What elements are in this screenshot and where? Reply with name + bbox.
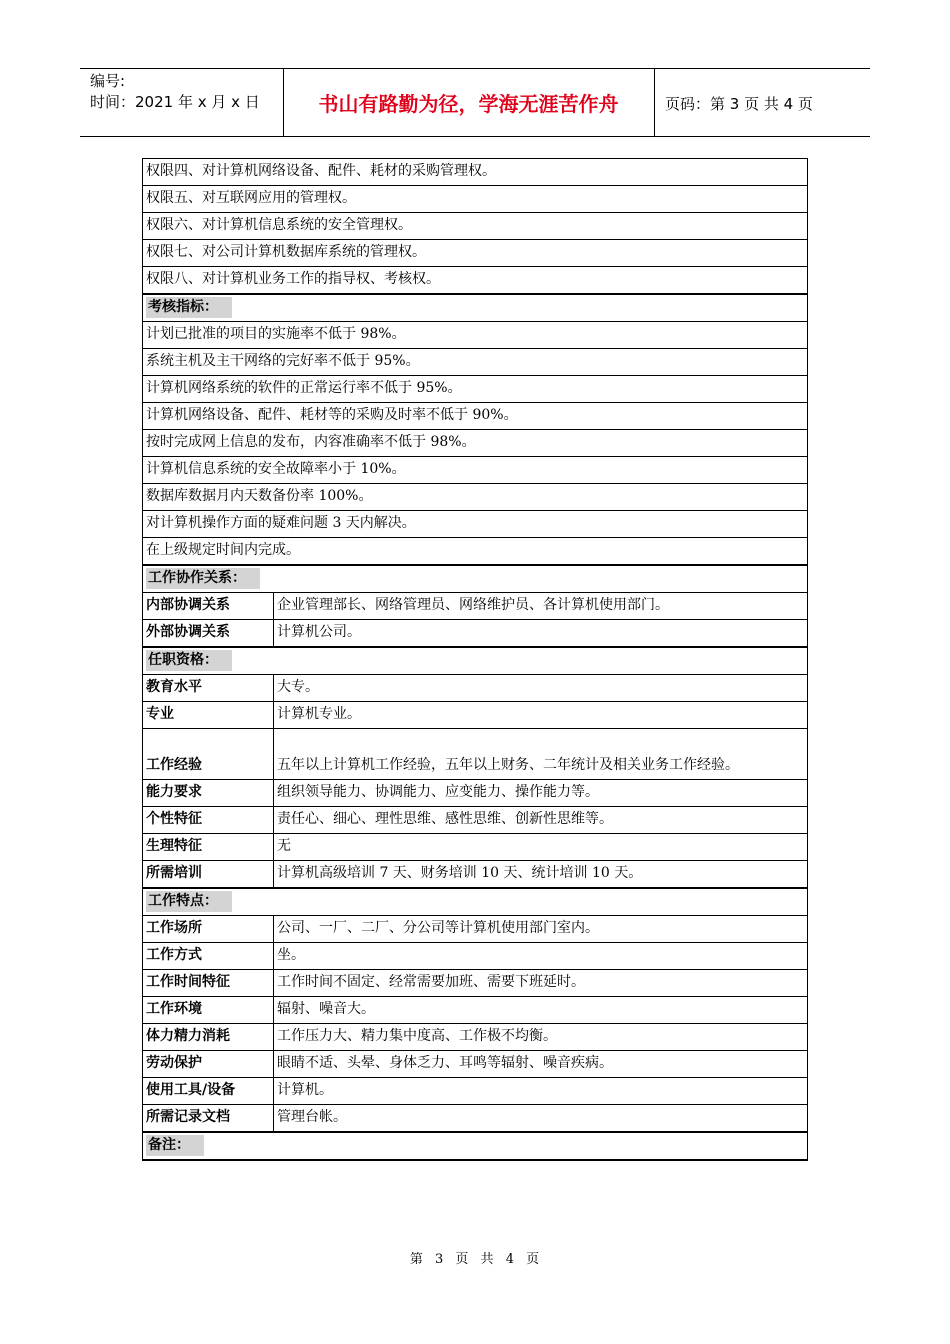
kpi-item: 在上级规定时间内完成。 xyxy=(143,538,808,566)
table-row xyxy=(143,186,808,213)
authority-item: 权限八、对计算机业务工作的指导权、考核权。 xyxy=(143,267,808,295)
table-row xyxy=(143,349,808,376)
table-row xyxy=(143,430,808,457)
row-value: 五年以上计算机工作经验，五年以上财务、二年统计及相关业务工作经验。 xyxy=(274,729,808,780)
table-row xyxy=(143,538,808,566)
row-label: 个性特征 xyxy=(143,807,274,834)
row-value: 工作压力大、精力集中度高、工作极不均衡。 xyxy=(274,1024,808,1051)
row-label: 体力精力消耗 xyxy=(143,1024,274,1051)
row-label: 工作经验 xyxy=(143,729,274,780)
section-header-row xyxy=(143,565,808,593)
header-divider-right xyxy=(654,69,655,136)
page-footer: 第 3 页 共 4 页 xyxy=(409,1252,541,1267)
table-row xyxy=(143,159,808,186)
table-row xyxy=(143,834,808,861)
table-row xyxy=(143,620,808,648)
characteristics-section-title: 工作特点： xyxy=(146,891,232,912)
row-value: 管理台帐。 xyxy=(274,1105,808,1133)
table-row xyxy=(143,511,808,538)
row-label: 工作场所 xyxy=(143,916,274,943)
table-row xyxy=(143,916,808,943)
kpi-item: 计算机网络设备、配件、耗材等的采购及时率不低于 90%。 xyxy=(143,403,808,430)
table-row xyxy=(143,729,808,780)
row-value: 无 xyxy=(274,834,808,861)
document-date-label: 时间：2021 年 x 月 x 日 xyxy=(90,93,260,111)
section-header-row xyxy=(143,1132,808,1160)
row-value: 计算机专业。 xyxy=(274,702,808,729)
row-label: 工作方式 xyxy=(143,943,274,970)
kpi-item: 计划已批准的项目的实施率不低于 98%。 xyxy=(143,322,808,349)
row-label: 生理特征 xyxy=(143,834,274,861)
row-value: 公司、一厂、二厂、分公司等计算机使用部门室内。 xyxy=(274,916,808,943)
row-value: 坐。 xyxy=(274,943,808,970)
row-label: 能力要求 xyxy=(143,780,274,807)
table-row xyxy=(143,593,808,620)
table-row xyxy=(143,213,808,240)
table-row xyxy=(143,970,808,997)
kpi-item: 系统主机及主干网络的完好率不低于 95%。 xyxy=(143,349,808,376)
authority-item: 权限五、对互联网应用的管理权。 xyxy=(143,186,808,213)
header-meta xyxy=(90,71,260,113)
table-row xyxy=(143,484,808,511)
row-value: 眼睛不适、头晕、身体乏力、耳鸣等辐射、噪音疾病。 xyxy=(274,1051,808,1078)
row-label: 劳动保护 xyxy=(143,1051,274,1078)
row-label: 所需培训 xyxy=(143,861,274,889)
table-row xyxy=(143,240,808,267)
table-row xyxy=(143,1105,808,1133)
row-value: 大专。 xyxy=(274,675,808,702)
qualification-section-title: 任职资格： xyxy=(146,650,232,671)
table-row xyxy=(143,457,808,484)
authority-item: 权限四、对计算机网络设备、配件、耗材的采购管理权。 xyxy=(143,159,808,186)
header-page-label: 页码：第 3 页 共 4 页 xyxy=(665,95,813,113)
kpi-item: 计算机网络系统的软件的正常运行率不低于 95%。 xyxy=(143,376,808,403)
table-row xyxy=(143,861,808,889)
kpi-section-title: 考核指标： xyxy=(146,297,232,318)
row-value: 工作时间不固定、经常需要加班、需要下班延时。 xyxy=(274,970,808,997)
kpi-item: 按时完成网上信息的发布，内容准确率不低于 98%。 xyxy=(143,430,808,457)
page-header xyxy=(80,68,870,137)
table-row xyxy=(143,1051,808,1078)
row-label: 教育水平 xyxy=(143,675,274,702)
row-value: 责任心、细心、理性思维、感性思维、创新性思维等。 xyxy=(274,807,808,834)
header-motto: 书山有路勤为径，学海无涯苦作舟 xyxy=(318,92,619,116)
table-row xyxy=(143,376,808,403)
kpi-item: 对计算机操作方面的疑难问题 3 天内解决。 xyxy=(143,511,808,538)
table-row xyxy=(143,1078,808,1105)
table-row xyxy=(143,780,808,807)
kpi-item: 计算机信息系统的安全故障率小于 10%。 xyxy=(143,457,808,484)
row-value: 辐射、噪音大。 xyxy=(274,997,808,1024)
row-label: 工作环境 xyxy=(143,997,274,1024)
row-label: 外部协调关系 xyxy=(143,620,274,648)
job-description-table xyxy=(142,158,808,1161)
row-value: 组织领导能力、协调能力、应变能力、操作能力等。 xyxy=(274,780,808,807)
document-number-label: 编号: xyxy=(90,72,126,90)
table-row xyxy=(143,267,808,295)
row-label: 所需记录文档 xyxy=(143,1105,274,1133)
table-row xyxy=(143,675,808,702)
table-row xyxy=(143,403,808,430)
section-header-row xyxy=(143,888,808,916)
authority-item: 权限六、对计算机信息系统的安全管理权。 xyxy=(143,213,808,240)
row-label: 内部协调关系 xyxy=(143,593,274,620)
table-row xyxy=(143,807,808,834)
row-label: 工作时间特征 xyxy=(143,970,274,997)
section-header-row xyxy=(143,647,808,675)
table-row xyxy=(143,322,808,349)
kpi-item: 数据库数据月内天数备份率 100%。 xyxy=(143,484,808,511)
row-value: 计算机公司。 xyxy=(274,620,808,648)
cooperation-section-title: 工作协作关系： xyxy=(146,568,260,589)
section-header-row xyxy=(143,294,808,322)
row-label: 使用工具/设备 xyxy=(143,1078,274,1105)
table-row xyxy=(143,997,808,1024)
row-value: 计算机高级培训 7 天、财务培训 10 天、统计培训 10 天。 xyxy=(274,861,808,889)
remarks-section-title: 备注： xyxy=(146,1135,204,1156)
row-value: 企业管理部长、网络管理员、网络维护员、各计算机使用部门。 xyxy=(274,593,808,620)
table-row xyxy=(143,1024,808,1051)
row-label: 专业 xyxy=(143,702,274,729)
table-row xyxy=(143,943,808,970)
authority-item: 权限七、对公司计算机数据库系统的管理权。 xyxy=(143,240,808,267)
table-row xyxy=(143,702,808,729)
row-value: 计算机。 xyxy=(274,1078,808,1105)
